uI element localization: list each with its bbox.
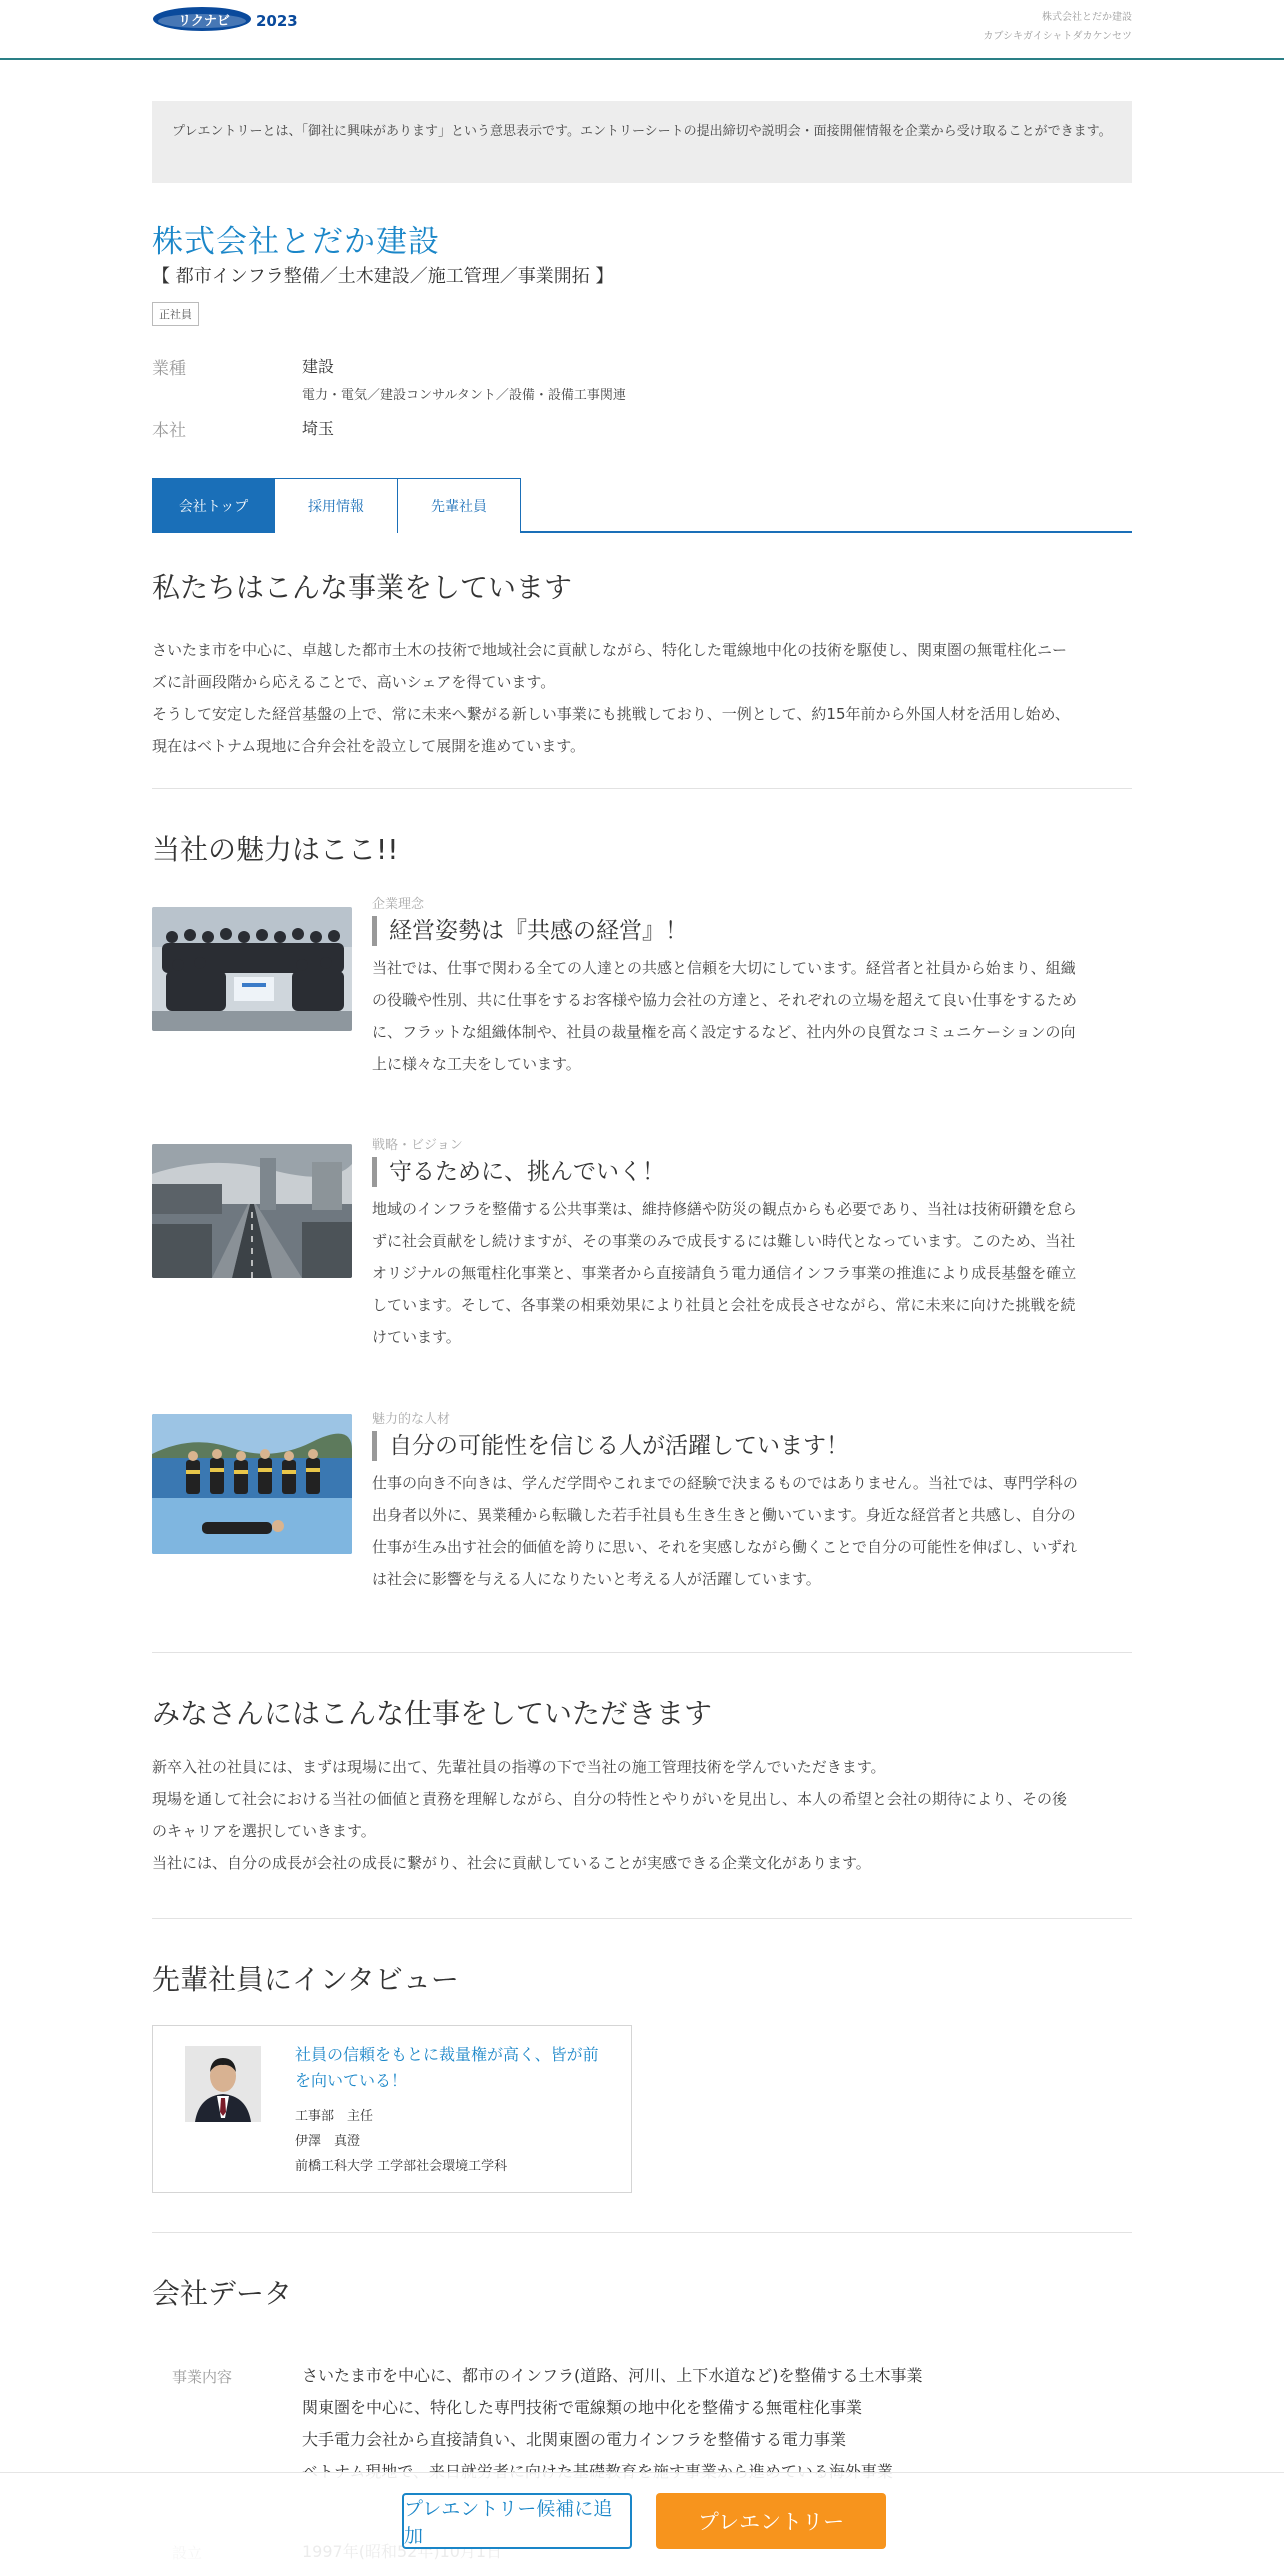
business-line: 現在はベトナム現地に合弁会社を設立して展開を進めています。 (152, 737, 586, 755)
header-company (983, 8, 1132, 46)
charm-line: 仕事が生み出す社会的価値を誇りに思い、それを実感しながら働くことで自分の可能性を伸ばし、いずれ (372, 1538, 1078, 1556)
charm-line: しています。そして、各事業の相乗効果により社員と会社を成長させながら、常に未来に向けた挑戦を続 (372, 1296, 1076, 1314)
work-line: 当社には、自分の成長が会社の成長に繋がり、社会に貢献していることが実感できる企業文化があります。 (152, 1854, 871, 1872)
rikunabi-logo[interactable] (152, 4, 298, 32)
team-boat-image (152, 1414, 352, 1554)
header-company-kana: カブシキガイシャトダカケンセツ (983, 31, 1132, 42)
charm-text (372, 1193, 1132, 1353)
divider (152, 1918, 1132, 1919)
company-data-title: 会社データ (152, 2277, 293, 2310)
charm-item (152, 1408, 1132, 1608)
company-info (152, 354, 1132, 441)
charm-heading: 自分の可能性を信じる人が活躍しています！ (372, 1431, 1132, 1461)
business-line: ズに計画段階から応えることで、高いシェアを得ています。 (152, 673, 556, 691)
charm-line: の役職や性別、共に仕事をするお客様や協力会社の方達と、それぞれの立場を超えて良い仕事をするため (372, 991, 1078, 1009)
charm-heading: 守るために、挑んでいく！ (372, 1157, 1132, 1187)
interview-dept: 工事部 主任 (295, 2109, 374, 2124)
tab-recruit-info[interactable]: 採用情報 (275, 478, 398, 533)
business-content-value (302, 2360, 923, 2488)
logo-text: リクナビ (178, 14, 230, 29)
business-content-line: 大手電力会社から直接請負い、北関東圏の電力インフラを整備する電力事業 (302, 2430, 847, 2449)
charm-item (152, 893, 1132, 1093)
business-text (152, 634, 1132, 762)
charm-category: 企業理念 (372, 897, 425, 912)
industry-sub: 電力・電気／建設コンサルタント／設備・設備工事関連 (302, 388, 626, 403)
charm-category: 戦略・ビジョン (372, 1138, 463, 1153)
city-road-image (152, 1144, 352, 1278)
company-data-table (152, 2360, 1132, 2480)
charm-text (372, 952, 1132, 1080)
charm-heading: 経営姿勢は『共感の経営』！ (372, 916, 1132, 946)
charm-line: 仕事の向き不向きは、学んだ学問やこれまでの経験で決まるものではありません。当社では、専門学科の (372, 1474, 1078, 1492)
charm-line: に、フラットな組織体制や、社員の裁量権を高く設定するなど、社内外の良質なコミュニケーションの向 (372, 1023, 1076, 1041)
entry-action-bar (0, 2472, 1284, 2568)
charm-photo-city (152, 1144, 352, 1278)
charm-line: 上に様々な工夫をしています。 (372, 1055, 581, 1073)
rikunabi-logo-mark (152, 4, 252, 32)
hq-label: 本社 (152, 421, 186, 441)
charm-body (372, 1134, 1132, 1353)
header-company-name: 株式会社とだか建設 (1042, 12, 1132, 23)
badge-wrap (152, 302, 1132, 326)
tab-company-top[interactable]: 会社トップ (152, 478, 275, 533)
work-line: のキャリアを選択していきます。 (152, 1822, 376, 1840)
employee-portrait-image (185, 2046, 261, 2122)
charm-text (372, 1467, 1132, 1595)
interview-school: 前橋工科大学 工学部社会環境工学科 (295, 2159, 508, 2174)
charm-item (152, 1134, 1132, 1374)
industry-label: 業種 (152, 359, 186, 379)
company-name: 株式会社とだか建設 (152, 224, 440, 260)
charm-photo-boat (152, 1414, 352, 1554)
charm-line: 当社では、仕事で関わる全ての人達との共感と信頼を大切にしています。経営者と社員から始まり、組織 (372, 959, 1076, 977)
hq-value: 埼玉 (302, 419, 335, 438)
charm-line: は社会に影響を与える人になりたいと考える人が活躍しています。 (372, 1570, 821, 1588)
charm-body (372, 1408, 1132, 1595)
work-line: 新卒入社の社員には、まずは現場に出て、先輩社員の指導の下で当社の施工管理技術を学んでいただきます。 (152, 1758, 886, 1776)
business-line: さいたま市を中心に、卓越した都市土木の技術で地域社会に貢献しながら、特化した電線地中化の技術を駆使し、関東圏の無電柱化ニー (152, 641, 1068, 659)
preentry-notice: プレエントリーとは、「御社に興味があります」という意思表示です。エントリーシートの提出締切や説明会・面接開催情報を企業から受け取ることができます。 (152, 101, 1132, 183)
industry-value: 建設 (302, 357, 335, 376)
company-tabs (152, 478, 1132, 533)
work-line: 現場を通して社会における当社の価値と責務を理解しながら、自分の特性とやりがいを見出し、本人の希望と会社の期待により、その後 (152, 1790, 1068, 1808)
interview-title: 先輩社員にインタビュー (152, 1963, 459, 1996)
charm-line: けています。 (372, 1328, 461, 1346)
interview-avatar (185, 2046, 261, 2122)
business-content-label: 事業内容 (172, 2368, 233, 2386)
charm-photo-group (152, 907, 352, 1031)
charm-title: 当社の魅力はここ!! (152, 833, 399, 866)
interview-card-title: 社員の信頼をもとに裁量権が高く、皆が前を向いている！ (295, 2045, 599, 2090)
work-title: みなさんにはこんな仕事をしていただきます (152, 1697, 713, 1730)
preentry-button[interactable]: プレエントリー (656, 2493, 886, 2549)
business-line: そうして安定した経営基盤の上で、常に未来へ繋がる新しい事業にも挑戦しており、一例として、約15年前から外国人材を活用し始め、 (152, 705, 1070, 723)
interview-meta (295, 2104, 507, 2179)
business-content-line: 関東圏を中心に、特化した専門技術で電線類の地中化を整備する無電柱化事業 (302, 2398, 863, 2417)
tab-senior-staff[interactable]: 先輩社員 (398, 478, 521, 533)
charm-line: ずに社会貢献をし続けますが、その事業のみで成長するには難しい時代となっています。このため、当社 (372, 1232, 1076, 1250)
divider (152, 788, 1132, 789)
group-photo-image (152, 907, 352, 1031)
add-preentry-candidate-button[interactable]: プレエントリー候補に追加 (402, 2493, 632, 2549)
company-catch: 【 都市インフラ整備／土木建設／施工管理／事業開拓 】 (152, 266, 614, 287)
logo-year: 2023 (256, 12, 298, 30)
work-text (152, 1751, 1132, 1879)
charm-line: オリジナルの無電柱化事業と、事業者から直接請負う電力通信インフラ事業の推進により成長基盤を確立 (372, 1264, 1077, 1282)
employment-type-badge: 正社員 (152, 302, 199, 326)
site-header (0, 0, 1284, 60)
divider (152, 2232, 1132, 2233)
business-content-line: さいたま市を中心に、都市のインフラ(道路、河川、上下水道など)を整備する土木事業 (302, 2366, 923, 2385)
interview-name: 伊澤 真澄 (295, 2134, 361, 2149)
charm-line: 地域のインフラを整備する公共事業は、維持修繕や防災の観点からも必要であり、当社は技術研鑽を怠ら (372, 1200, 1078, 1218)
charm-line: 出身者以外に、異業種から転職した若手社員も生き生きと働いています。身近な経営者と共感し、自分の (372, 1506, 1076, 1524)
charm-category: 魅力的な人材 (372, 1412, 451, 1427)
charm-body (372, 893, 1132, 1080)
business-title: 私たちはこんな事業をしています (152, 571, 573, 604)
interview-card[interactable] (152, 2025, 632, 2193)
divider (152, 1652, 1132, 1653)
